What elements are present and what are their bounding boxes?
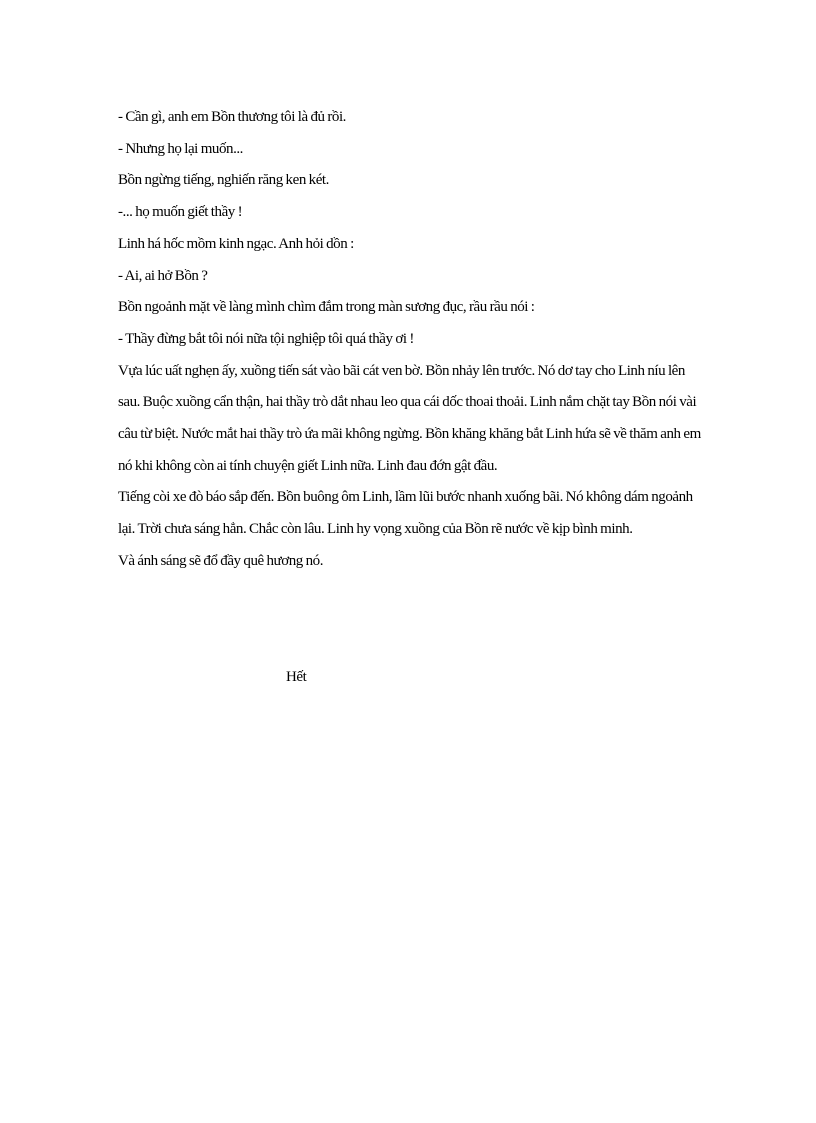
paragraph: -... họ muốn giết thầy ! (118, 204, 243, 221)
paragraph: - Thầy đừng bắt tôi nói nữa tội nghiệp tôi quá thầy ơi ! (118, 330, 414, 347)
paragraph: Vựa lúc uất nghẹn ấy, xuồng tiến sát vào bãi cát ven bờ. Bồn nhảy lên trước. Nó dơ tay cho Linh níu lên sau. Buộc xuồng cẩn thận, hai thầy trò dắt nhau leo qua cái dốc thoai thoải. Linh nắm chặt tay Bồn nói vài câu từ biệt. Nước mắt hai thầy trò ứa mãi không ngừng. Bồn khăng khăng bắt Linh hứa sẽ về thăm anh em nó khi không còn ai tính chuyện giết Linh nữa. Linh đau đớn gật đầu. (118, 362, 701, 474)
paragraph: Tiếng còi xe đò báo sắp đến. Bồn buông ôm Linh, lầm lũi bước nhanh xuống bãi. Nó không dám ngoảnh lại. Trời chưa sáng hẳn. Chắc còn lâu. Linh hy vọng xuồng của Bồn rẽ nước về kịp bình minh. (118, 489, 693, 538)
paragraph: Bồn ngoảnh mặt về làng mình chìm đắm trong màn sương đục, rầu rầu nói : (118, 299, 535, 316)
paragraph: - Ai, ai hở Bồn ? (118, 267, 208, 284)
paragraph: Linh há hốc mồm kinh ngạc. Anh hỏi dồn : (118, 235, 354, 252)
paragraph: Bồn ngừng tiếng, nghiến răng ken két. (118, 172, 329, 189)
ending-text: Hết (286, 669, 307, 685)
paragraph: Và ánh sáng sẽ đổ đầy quê hương nó. (118, 552, 324, 569)
paragraph: - Cần gì, anh em Bồn thương tôi là đủ rồi. (118, 109, 346, 125)
story-text (118, 102, 708, 578)
paragraph: - Nhưng họ lại muốn... (118, 140, 243, 157)
